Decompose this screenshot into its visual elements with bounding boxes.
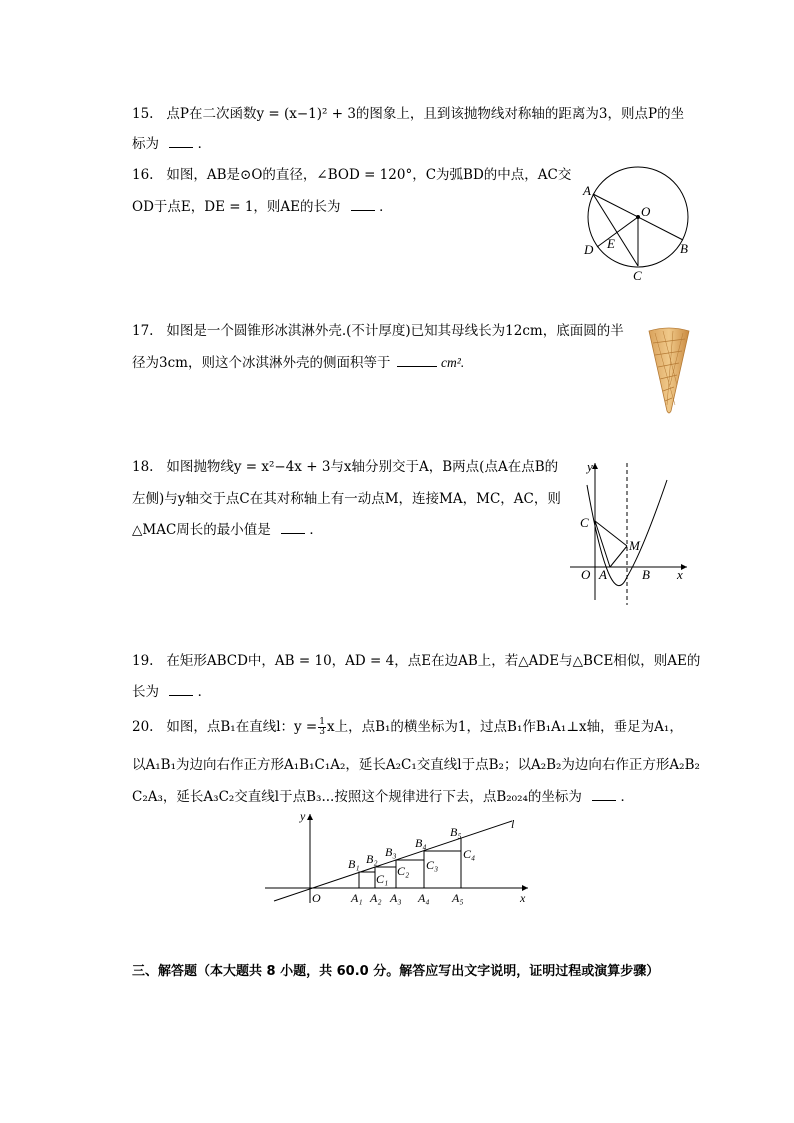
q16-label-D: D <box>584 242 594 257</box>
q18-label-A: A <box>599 567 607 582</box>
q20-squares-figure <box>260 808 540 908</box>
q17-number: 17. <box>132 323 154 339</box>
q20-label-C1: C₁ <box>376 872 389 886</box>
q20-label-B2: B₂ <box>366 852 378 866</box>
q20-label-y: y <box>300 809 306 823</box>
q20-label-A1: A₁ <box>351 891 363 905</box>
q16-circle-figure <box>575 160 700 285</box>
q16-label-B: B <box>680 241 688 256</box>
q20-label-C3: C₃ <box>426 858 439 872</box>
q15-line2: 标为 ． <box>132 136 212 152</box>
q18-label-C: C <box>580 515 589 530</box>
q19-number: 19. <box>132 653 154 669</box>
q19-line2: 长为 ． <box>132 684 212 700</box>
q18-label-B: B <box>642 567 650 582</box>
q16-label-O: O <box>641 204 651 219</box>
q18-line2: 左侧)与y轴交于点C在其对称轴上有一动点M，连接MA，MC，AC，则 <box>132 491 561 507</box>
ice-cream-cone-image <box>645 325 693 415</box>
q20-label-C2: C₂ <box>397 864 410 878</box>
q18-answer-blank <box>281 521 305 534</box>
q18-label-M: M <box>629 538 640 553</box>
section3-heading: 三、解答题（本大题共 8 小题，共 60.0 分。解答应写出文字说明，证明过程或演算步骤） <box>132 964 660 979</box>
q20-fraction: $\frac{1}{3}$ <box>319 717 325 737</box>
q16-answer-blank <box>351 198 375 211</box>
q16-line2: OD于点E，DE = 1，则AE的长为 ． <box>132 199 393 215</box>
q20-label-l: l <box>511 817 515 831</box>
q17-line2: 径为3cm，则这个冰淇淋外壳的侧面积等于 cm². <box>132 355 465 371</box>
q20-label-A5: A₅ <box>452 891 464 905</box>
q20-label-B5: B₅ <box>450 825 462 839</box>
q20-label-O: O <box>312 891 321 905</box>
q16-line1: 16. 如图，AB是⊙O的直径，∠BOD = 120°，C为弧BD的中点，AC交 <box>132 167 572 183</box>
q17-answer-blank <box>397 354 437 367</box>
q18-label-x: x <box>677 567 683 582</box>
q17-line1: 17. 如图是一个圆锥形冰淇淋外壳.(不计厚度)已知其母线长为12cm，底面圆的半 <box>132 323 624 339</box>
q18-parabola-figure <box>565 455 695 605</box>
q20-label-A3: A₃ <box>390 891 402 905</box>
q20-line1: 20. 如图，点B₁在直线l：y = $\frac{1}{3}$ x上，点B₁的横坐标为1，过点B₁作B₁A₁⊥x轴，垂足为A₁， <box>132 717 683 737</box>
q20-label-x: x <box>520 891 526 905</box>
q15-text: 点P在二次函数y = (x−1)² + 3的图象上，且到该抛物线对称轴的距离为3，则点P的坐 <box>166 106 685 122</box>
q15-answer-blank <box>169 135 193 148</box>
q20-label-B1: B₁ <box>348 857 360 871</box>
q16-number: 16. <box>132 167 154 183</box>
q20-label-C4: C₄ <box>463 847 476 861</box>
q18-line3: △MAC周长的最小值是 ． <box>132 522 323 538</box>
q20-label-B4: B₄ <box>415 836 427 850</box>
q16-label-C: C <box>633 268 642 283</box>
q20-number: 20. <box>132 719 154 735</box>
q19-line1: 19. 在矩形ABCD中，AB = 10，AD = 4，点E在边AB上，若△ADE与△BCE相似，则AE的 <box>132 653 701 669</box>
q20-line2: 以A₁B₁为边向右作正方形A₁B₁C₁A₂，延长A₂C₁交直线l于点B₂；以A₂B₂为边向右作正方形A₂B₂ <box>132 757 700 773</box>
q18-number: 18. <box>132 459 154 475</box>
q20-label-A4: A₄ <box>418 891 430 905</box>
q15-line1 <box>132 105 684 123</box>
q20-label-B3: B₃ <box>385 845 397 859</box>
q20-label-A2: A₂ <box>370 891 382 905</box>
q19-answer-blank <box>169 683 193 696</box>
q18-label-y: y <box>587 459 593 474</box>
q20-line3: C₂A₃，延长A₃C₂交直线l于点B₃...按照这个规律进行下去，点B₂₀₂₄的坐标为 ． <box>132 789 634 805</box>
q16-label-E: E <box>607 236 615 251</box>
q15-number: 15. <box>132 106 154 122</box>
q18-label-O: O <box>581 567 591 582</box>
q20-answer-blank <box>592 788 616 801</box>
q16-label-A: A <box>583 183 591 198</box>
q18-line1: 18. 如图抛物线y = x²−4x + 3与x轴分别交于A，B两点(点A在点B的 <box>132 459 559 475</box>
